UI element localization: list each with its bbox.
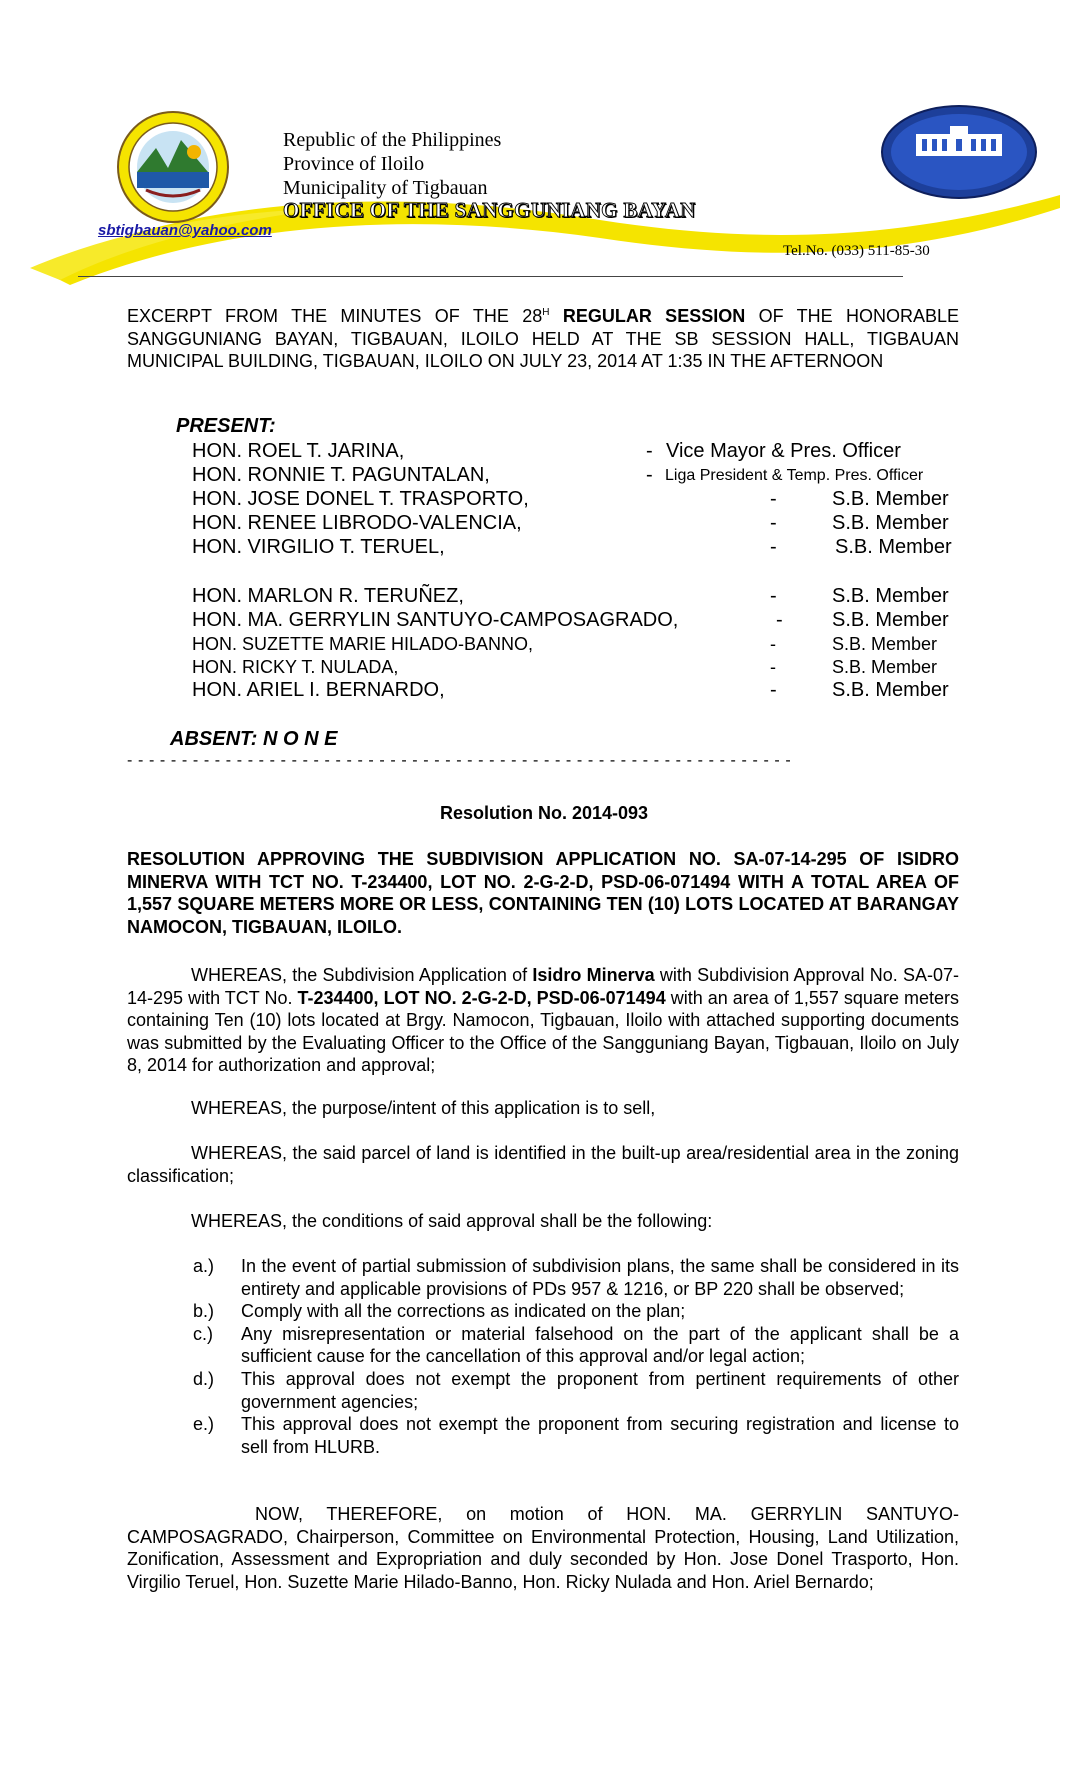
- municipality-line: Municipality of Tigbauan: [283, 177, 488, 199]
- member-dash: -: [770, 585, 777, 607]
- member-name: HON. ARIEL I. BERNARDO,: [192, 679, 445, 701]
- member-name: HON. RICKY T. NULADA,: [192, 657, 399, 677]
- condition-text: Comply with all the corrections as indicated on the plan;: [241, 1301, 686, 1322]
- condition-marker: c.): [193, 1323, 213, 1344]
- republic-line: Republic of the Philippines: [283, 129, 502, 151]
- applicant-name: Isidro Minerva: [532, 965, 655, 985]
- member-role: S.B. Member: [832, 512, 949, 534]
- now-therefore-paragraph: NOW, THEREFORE, on motion of HON. MA. GERRYLIN SANTUYO-CAMPOSAGRADO, Chairperson, Committee on Environmental Protection, Housing, Land Utilization, Zonification, Assessment and Expropriation and duly seconded by Hon. Jose Donel Trasporto, Hon. Virgilio Teruel, Hon. Suzette Marie Hilado-Banno, Hon. Ricky Nulada and Hon. Ariel Bernardo;: [127, 1504, 959, 1592]
- office-title: OFFICE OF THE SANGGUNIANG BAYAN: [283, 198, 696, 222]
- member-dash: -: [776, 609, 783, 631]
- member-name: HON. MARLON R. TERUÑEZ,: [192, 585, 464, 607]
- absent-label: ABSENT: N O N E: [170, 728, 338, 750]
- member-name: HON. ROEL T. JARINA,: [192, 440, 405, 462]
- condition-item: [193, 1300, 959, 1323]
- member-role: S.B. Member: [835, 536, 952, 558]
- whereas-paragraph-1: [127, 964, 959, 1077]
- member-role: Vice Mayor & Pres. Officer: [666, 440, 901, 462]
- condition-text: This approval does not exempt the proponent from pertinent requirements of other government agencies;: [241, 1368, 959, 1412]
- whereas-paragraph-4: WHEREAS, the conditions of said approval shall be the following:: [191, 1211, 713, 1231]
- member-dash: -: [770, 634, 776, 654]
- member-role: Liga President & Temp. Pres. Officer: [665, 467, 924, 484]
- member-row: [192, 440, 960, 464]
- member-name: HON. VIRGILIO T. TERUEL,: [192, 536, 445, 558]
- whereas-paragraph-2: WHEREAS, the purpose/intent of this application is to sell,: [191, 1098, 656, 1118]
- member-row: [192, 634, 960, 658]
- member-row: [192, 488, 960, 512]
- member-row: [192, 657, 960, 681]
- excerpt-text-1: EXCERPT FROM THE MINUTES OF THE 28: [127, 306, 543, 326]
- condition-item: [193, 1368, 959, 1413]
- member-name: HON. MA. GERRYLIN SANTUYO-CAMPOSAGRADO,: [192, 609, 679, 631]
- condition-text: This approval does not exempt the proponent from securing registration and license to sell from HLURB.: [241, 1414, 959, 1457]
- member-row: [192, 679, 960, 703]
- resolution-title: RESOLUTION APPROVING THE SUBDIVISION APPLICATION NO. SA-07-14-295 OF ISIDRO MINERVA WITH TCT NO. T-234400, LOT NO. 2-G-2-D, PSD-06-071494 WITH A TOTAL AREA OF 1,557 SQUARE METERS MORE OR LESS, CONTAINING TEN (10) LOTS LOCATED AT BARANGAY NAMOCON, TIGBAUAN, ILOILO.: [127, 849, 959, 937]
- whereas-text: with Subdivision Approval No. SA-07-14-295 with TCT No.: [127, 965, 960, 1008]
- member-dash: -: [770, 512, 777, 534]
- present-label: PRESENT:: [176, 415, 276, 437]
- condition-marker: e.): [193, 1414, 215, 1435]
- letterhead-address: [283, 128, 501, 200]
- member-row: [192, 512, 960, 536]
- member-role: S.B. Member: [832, 634, 938, 654]
- resolution-number: Resolution No. 2014-093: [439, 803, 649, 823]
- member-role: S.B. Member: [832, 679, 949, 701]
- member-dash: -: [646, 440, 653, 462]
- member-role: S.B. Member: [832, 585, 949, 607]
- condition-marker: d.): [193, 1368, 215, 1389]
- member-row: [192, 585, 960, 609]
- email-link[interactable]: sbtigbauan@yahoo.com: [98, 222, 272, 239]
- member-row: [192, 609, 960, 633]
- whereas-text: with an area of 1,557 square meters containing Ten (10) lots located at Brgy. Namocon, Tigbauan, Iloilo with attached supporting documents was submitted by the Evaluating Officer to the Office of the Sangguniang Bayan, Tigbauan, Iloilo on July 8, 2014 for authorization and approval;: [127, 987, 959, 1076]
- sangguniang-bayan-seal-logo: [880, 104, 1038, 200]
- member-dash: -: [770, 679, 777, 701]
- municipality-seal-logo: [116, 110, 230, 224]
- header-divider: [78, 276, 903, 277]
- member-role: S.B. Member: [832, 609, 949, 631]
- condition-text: Any misrepresentation or material falsehood on the part of the applicant shall be a sufficient cause for the cancellation of this approval and/or legal action;: [241, 1323, 959, 1367]
- member-dash: -: [770, 657, 776, 677]
- whereas-paragraph-3: WHEREAS, the said parcel of land is identified in the built-up area/residential area in the zoning classification;: [127, 1143, 959, 1186]
- condition-text: In the event of partial submission of subdivision plans, the same shall be considered in its entirety and applicable provisions of PDs 957 & 1216, or BP 220 shall be observed;: [241, 1256, 959, 1299]
- conditions-list: [193, 1255, 959, 1458]
- excerpt-paragraph: [127, 302, 959, 373]
- excerpt-superscript: H: [542, 307, 550, 318]
- member-role: S.B. Member: [832, 657, 938, 677]
- member-name: HON. RENEE LIBRODO-VALENCIA,: [192, 512, 522, 534]
- member-dash: -: [646, 464, 653, 486]
- condition-marker: b.): [193, 1301, 215, 1322]
- condition-marker: a.): [193, 1256, 215, 1276]
- excerpt-session-bold: REGULAR SESSION: [562, 306, 746, 326]
- member-row: [192, 464, 960, 488]
- condition-item: [193, 1255, 959, 1300]
- separator-line: - - - - - - - - - - - - - - - - - - - - - - - - - - - - - - - - - - - - - - - - - - - - - - - - - - - - - - - - - - - - -: [127, 752, 792, 769]
- excerpt-text-2: OF THE HONORABLE SANGGUNIANG BAYAN, TIGBAUAN, ILOILO HELD AT THE SB SESSION HALL, TIGBAUAN MUNICIPAL BUILDING, TIGBAUAN, ILOILO ON JULY 23, 2014 AT 1:35 IN THE AFTERNOON: [127, 306, 959, 372]
- member-dash: -: [770, 536, 777, 558]
- member-name: HON. SUZETTE MARIE HILADO-BANNO,: [192, 634, 534, 654]
- member-name: HON. JOSE DONEL T. TRASPORTO,: [192, 488, 529, 510]
- province-line: Province of Iloilo: [283, 153, 425, 175]
- telephone-number: Tel.No. (033) 511-85-30: [783, 243, 930, 259]
- title-lot-details: T-234400, LOT NO. 2-G-2-D, PSD-06-071494: [297, 987, 666, 1008]
- member-role: S.B. Member: [832, 488, 949, 510]
- condition-item: [193, 1323, 959, 1368]
- member-name: HON. RONNIE T. PAGUNTALAN,: [192, 464, 490, 486]
- member-row: [192, 536, 960, 560]
- condition-item: [193, 1413, 959, 1458]
- member-dash: -: [770, 488, 777, 510]
- whereas-text: WHEREAS, the Subdivision Application of: [191, 965, 533, 985]
